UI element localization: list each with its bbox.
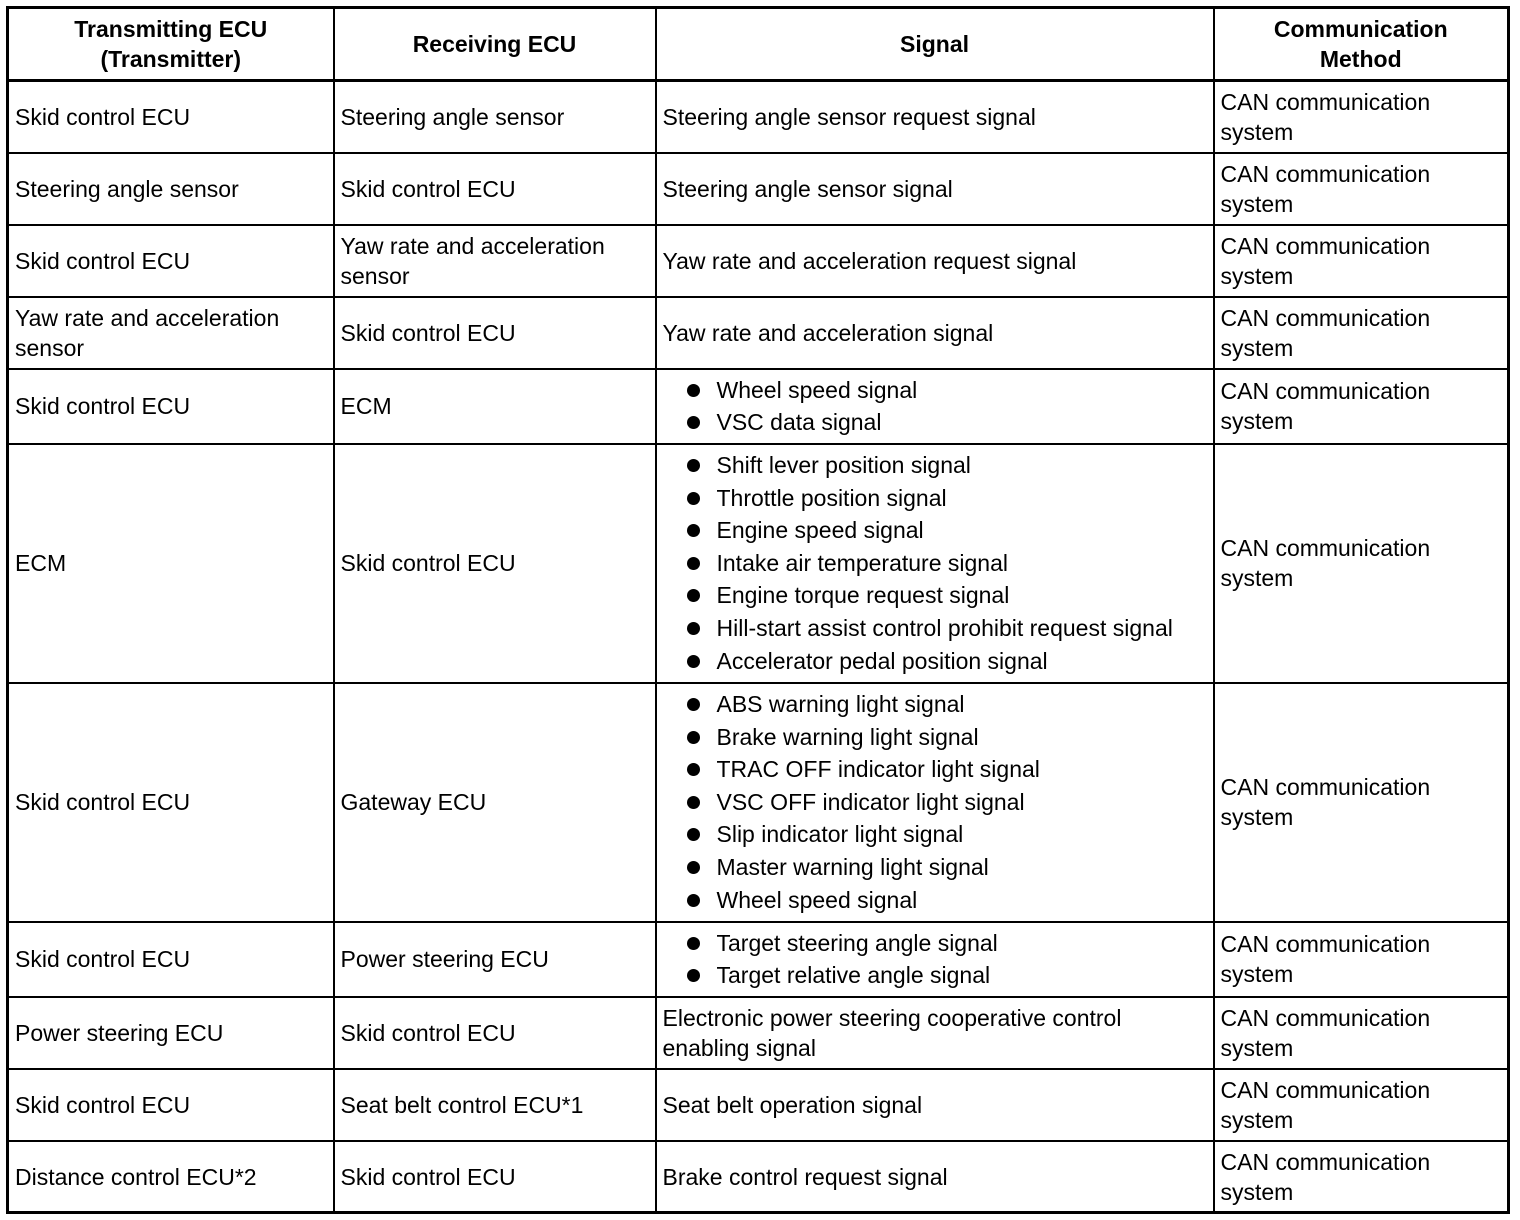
cell-method: CAN communication system (1214, 225, 1509, 297)
table-body (8, 81, 1509, 1213)
header-signal: Signal (656, 8, 1214, 81)
table-row (8, 225, 1509, 297)
signal-list (663, 923, 1207, 996)
cell-method: CAN communication system (1214, 1141, 1509, 1213)
header-transmitter-line2: (Transmitter) (100, 46, 242, 72)
header-row (8, 8, 1509, 81)
cell-transmitter: Yaw rate and acceleration sensor (8, 297, 334, 369)
cell-receiver: Steering angle sensor (334, 81, 656, 153)
header-transmitter-line1: Transmitting ECU (74, 16, 268, 42)
table-row (8, 81, 1509, 153)
header-receiver: Receiving ECU (334, 8, 656, 81)
cell-transmitter: Skid control ECU (8, 225, 334, 297)
cell-signal-list (656, 369, 1214, 444)
cell-transmitter: Skid control ECU (8, 81, 334, 153)
cell-method: CAN communication system (1214, 369, 1509, 444)
signal-list-item: Target steering angle signal (681, 927, 1207, 960)
cell-transmitter: ECM (8, 444, 334, 683)
signal-list (663, 370, 1207, 443)
cell-method: CAN communication system (1214, 683, 1509, 922)
cell-receiver: Seat belt control ECU*1 (334, 1069, 656, 1141)
cell-receiver: Power steering ECU (334, 922, 656, 997)
cell-signal-list (656, 922, 1214, 997)
signal-list-item: VSC data signal (681, 406, 1207, 439)
cell-method: CAN communication system (1214, 997, 1509, 1069)
cell-receiver: Skid control ECU (334, 997, 656, 1069)
signal-list-item: Throttle position signal (681, 482, 1207, 515)
table-row (8, 922, 1509, 997)
cell-signal: Seat belt operation signal (656, 1069, 1214, 1141)
cell-signal-list (656, 444, 1214, 683)
cell-signal: Steering angle sensor request signal (656, 81, 1214, 153)
signal-list (663, 684, 1207, 920)
signal-list-item: TRAC OFF indicator light signal (681, 753, 1207, 786)
table-row (8, 297, 1509, 369)
cell-signal: Electronic power steering cooperative control enabling signal (656, 997, 1214, 1069)
cell-method: CAN communication system (1214, 444, 1509, 683)
signal-list-item: VSC OFF indicator light signal (681, 786, 1207, 819)
cell-signal-list (656, 683, 1214, 922)
cell-signal: Yaw rate and acceleration signal (656, 297, 1214, 369)
cell-transmitter: Skid control ECU (8, 1069, 334, 1141)
signal-list-item: Shift lever position signal (681, 449, 1207, 482)
signal-list-item: Accelerator pedal position signal (681, 645, 1207, 678)
cell-receiver: Skid control ECU (334, 297, 656, 369)
cell-transmitter: Power steering ECU (8, 997, 334, 1069)
cell-transmitter: Skid control ECU (8, 369, 334, 444)
cell-method: CAN communication system (1214, 297, 1509, 369)
cell-receiver: Skid control ECU (334, 1141, 656, 1213)
signal-list (663, 445, 1207, 681)
cell-signal: Steering angle sensor signal (656, 153, 1214, 225)
signal-list-item: Wheel speed signal (681, 374, 1207, 407)
cell-transmitter: Skid control ECU (8, 683, 334, 922)
signal-list-item: Wheel speed signal (681, 884, 1207, 917)
signal-list-item: Intake air temperature signal (681, 547, 1207, 580)
cell-receiver: ECM (334, 369, 656, 444)
cell-signal: Yaw rate and acceleration request signal (656, 225, 1214, 297)
cell-transmitter: Distance control ECU*2 (8, 1141, 334, 1213)
signal-list-item: Slip indicator light signal (681, 818, 1207, 851)
signal-list-item: Target relative angle signal (681, 959, 1207, 992)
signal-list-item: Master warning light signal (681, 851, 1207, 884)
table-row (8, 369, 1509, 444)
signal-list-item: Brake warning light signal (681, 721, 1207, 754)
signal-list-item: Hill-start assist control prohibit request signal (681, 612, 1207, 645)
header-transmitter (8, 8, 334, 81)
header-method (1214, 8, 1509, 81)
cell-method: CAN communication system (1214, 153, 1509, 225)
cell-receiver: Skid control ECU (334, 444, 656, 683)
table-row (8, 1069, 1509, 1141)
signal-list-item: Engine torque request signal (681, 579, 1207, 612)
cell-method: CAN communication system (1214, 922, 1509, 997)
can-signal-table (6, 6, 1510, 1214)
cell-receiver: Yaw rate and acceleration sensor (334, 225, 656, 297)
cell-signal: Brake control request signal (656, 1141, 1214, 1213)
table-row (8, 153, 1509, 225)
cell-transmitter: Skid control ECU (8, 922, 334, 997)
cell-receiver: Skid control ECU (334, 153, 656, 225)
cell-receiver: Gateway ECU (334, 683, 656, 922)
cell-method: CAN communication system (1214, 1069, 1509, 1141)
signal-list-item: ABS warning light signal (681, 688, 1207, 721)
table-row (8, 1141, 1509, 1213)
table-row (8, 444, 1509, 683)
table-row (8, 683, 1509, 922)
header-method-line2: Method (1319, 46, 1402, 72)
table-row (8, 997, 1509, 1069)
cell-transmitter: Steering angle sensor (8, 153, 334, 225)
signal-list-item: Engine speed signal (681, 514, 1207, 547)
cell-method: CAN communication system (1214, 81, 1509, 153)
table-header (8, 8, 1509, 81)
header-method-line1: Communication (1273, 16, 1448, 42)
